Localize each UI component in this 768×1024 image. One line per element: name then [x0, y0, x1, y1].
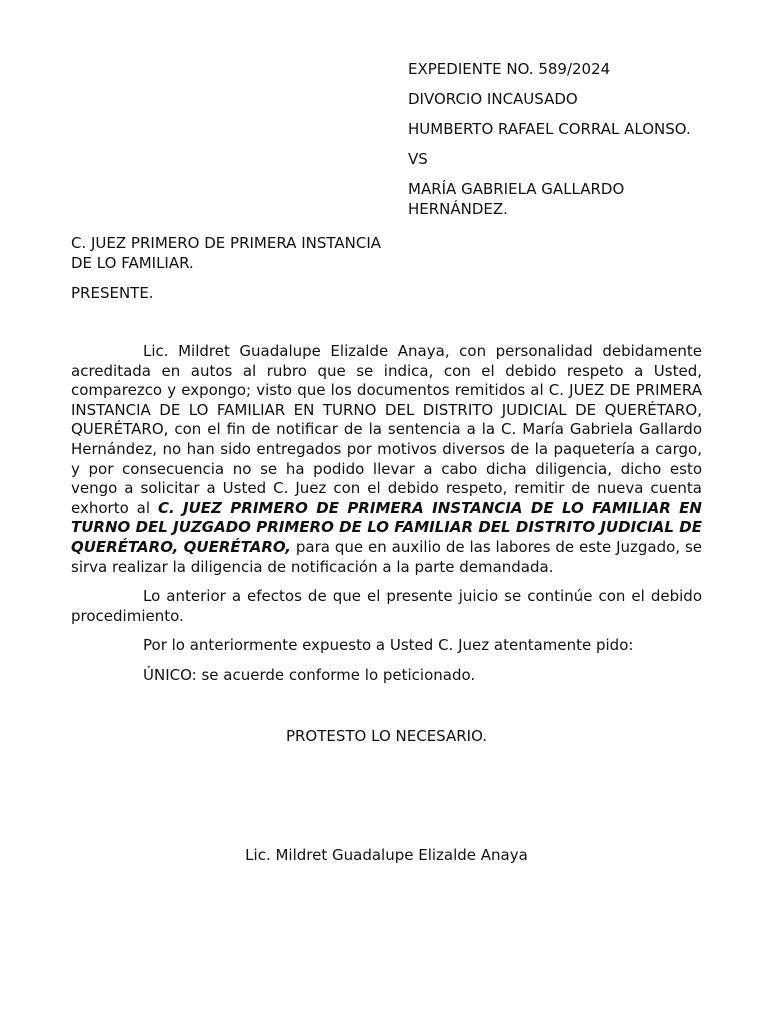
- closing-statement: PROTESTO LO NECESARIO.: [285, 727, 488, 745]
- paragraph-1-ending: para que en auxilio de las labores de este Juzgado, se sirva realizar la diligencia de notificación a la parte demandada.: [71, 537, 702, 576]
- body-paragraph-3: Por lo anteriormente expuesto a Usted C. Juez atentamente pido:: [143, 636, 634, 655]
- addressee-block: [71, 233, 401, 313]
- versus-label: VS: [408, 150, 428, 168]
- plaintiff-name: HUMBERTO RAFAEL CORRAL ALONSO.: [408, 120, 691, 138]
- paragraph-1-text: Lic. Mildret Guadalupe Elizalde Anaya, con personalidad debidamente acreditada en autos al rubro que se indica, con el debido respeto a Usted, comparezco y expongo; visto que los documentos remitidos al C. JUEZ DE PRIMERA INSTANCIA DE LO FAMILIAR EN TURNO DEL DISTRITO JUDICIAL DE QUERÉTARO, QUERÉTARO, con el fin de notificar de la sentencia a la C. María Gabriela Gallardo Hernández, no han sido entregados por motivos diversos de la paquetería a cargo, y por consecuencia no se ha podido llevar a cabo dicha diligencia, dicho esto vengo a solicitar a Usted C. Juez con el debido respeto, remitir de nueva cuenta exhorto al: [71, 342, 702, 517]
- presente-label: PRESENTE.: [71, 284, 154, 302]
- judge-addressee: C. JUEZ PRIMERO DE PRIMERA INSTANCIA DE LO FAMILIAR.: [71, 234, 381, 272]
- case-type: DIVORCIO INCAUSADO: [408, 90, 578, 108]
- body-paragraph-2: Lo anterior a efectos de que el presente juicio se continúe con el debido procedimiento.: [71, 587, 702, 625]
- case-number: EXPEDIENTE NO. 589/2024: [408, 60, 611, 78]
- case-caption: [408, 59, 708, 229]
- body-paragraph-4: ÚNICO: se acuerde conforme lo peticionado.: [143, 665, 476, 684]
- defendant-name: MARÍA GABRIELA GALLARDO HERNÁNDEZ.: [408, 180, 625, 218]
- paragraph-1-emphasis: C. JUEZ PRIMERO DE PRIMERA INSTANCIA DE LO FAMILIAR EN TURNO DEL JUZGADO PRIMERO DE LO FAMILIAR DEL DISTRITO JUDICIAL DE QUERÉTARO, QUERÉTARO,: [71, 498, 702, 556]
- document-body: [71, 342, 702, 696]
- body-paragraph-1: [71, 342, 702, 577]
- signature-name: Lic. Mildret Guadalupe Elizalde Anaya: [245, 846, 528, 864]
